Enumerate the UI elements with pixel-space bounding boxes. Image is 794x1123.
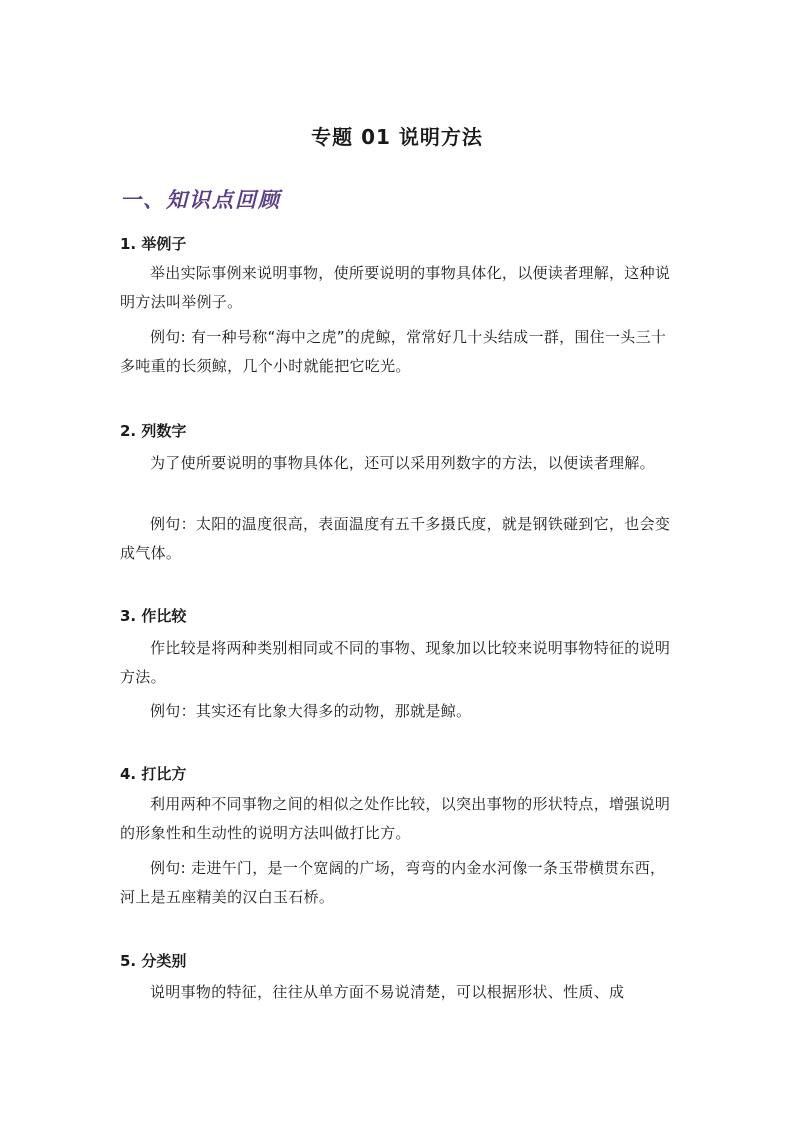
- item-3-paragraph-1: 作比较是将两种类别相同或不同的事物、现象加以比较来说明事物特征的说明方法。: [120, 639, 671, 686]
- section-heading: 一、知识点回顾: [120, 188, 281, 212]
- item-3-example: 例句：其实还有比象大得多的动物，那就是鲸。: [150, 702, 472, 720]
- item-2-example: 例句：太阳的温度很高，表面温度有五千多摄氏度，就是钢铁碰到它，也会变成气体。: [120, 515, 671, 562]
- item-heading-3: 3. 作比较: [120, 607, 187, 625]
- item-1-paragraph-1: 举出实际事例来说明事物，使所要说明的事物具体化，以便读者理解，这种说明方法叫举例子。: [120, 264, 671, 311]
- page-title: 专题 01 说明方法: [311, 125, 483, 149]
- item-heading-4: 4. 打比方: [120, 765, 187, 783]
- item-heading-1: 1. 举例子: [120, 235, 187, 253]
- item-5-paragraph-1: 说明事物的特征，往往从单方面不易说清楚，可以根据形状、性质、成: [150, 983, 625, 1001]
- item-heading-5: 5. 分类别: [120, 952, 187, 970]
- item-4-example: 例句: 走进午门，是一个宽阔的广场，弯弯的内金水河像一条玉带横贯东西，河上是五座精美的汉白玉石桥。: [120, 859, 666, 906]
- item-2-paragraph-1: 为了使所要说明的事物具体化，还可以采用列数字的方法，以便读者理解。: [150, 454, 655, 472]
- item-4-paragraph-1: 利用两种不同事物之间的相似之处作比较，以突出事物的形状特点，增强说明的形象性和生动性的说明方法叫做打比方。: [120, 795, 671, 842]
- item-heading-2: 2. 列数字: [120, 422, 187, 440]
- item-1-example: 例句: 有一种号称“海中之虎”的虎鲸，常常好几十头结成一群，围住一头三十多吨重的长须鲸，几个小时就能把它吃光。: [120, 328, 667, 375]
